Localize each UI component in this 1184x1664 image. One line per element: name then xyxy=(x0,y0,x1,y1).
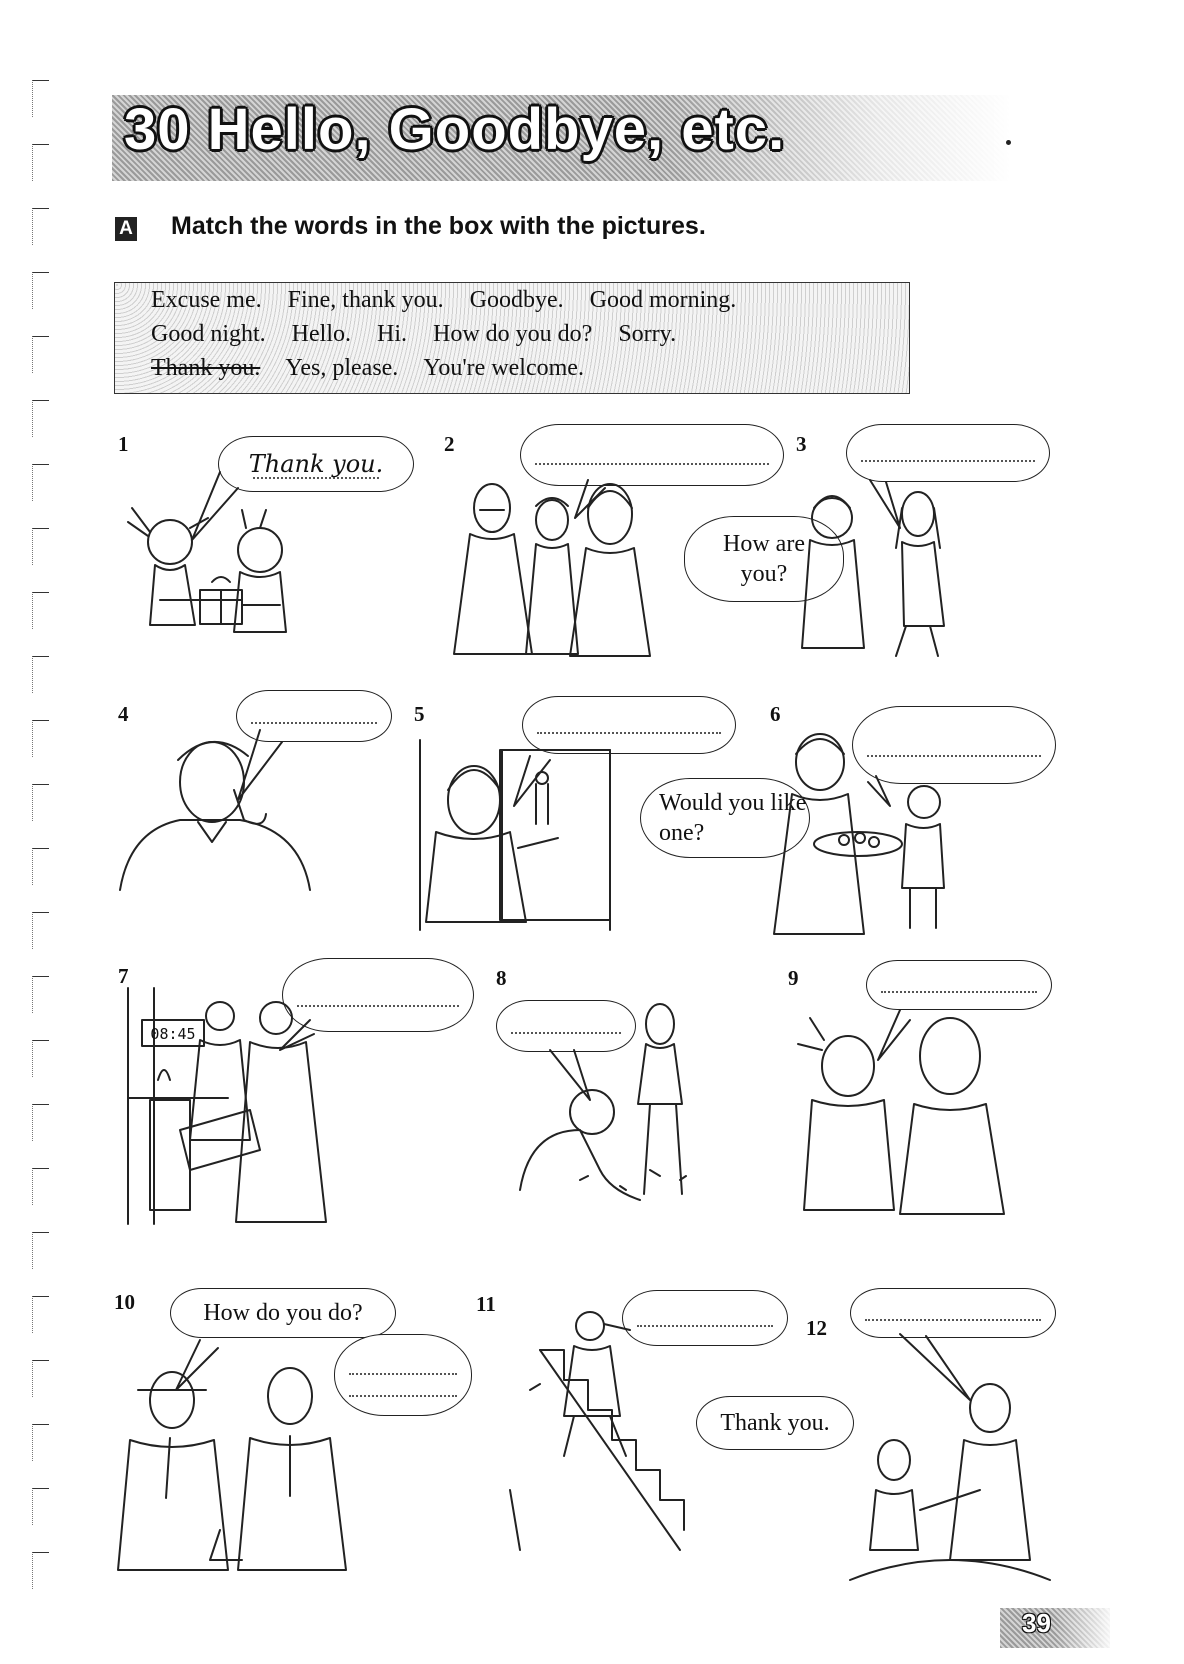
binder-mark xyxy=(32,1232,49,1269)
section-instruction: Match the words in the box with the pictures. xyxy=(171,212,706,240)
picture-number: 8 xyxy=(496,966,507,990)
page-number-band xyxy=(1000,1608,1110,1648)
speech-bubble-empty xyxy=(520,424,784,486)
binder-mark xyxy=(32,976,49,1013)
picture-number: 6 xyxy=(770,702,781,726)
binder-mark xyxy=(32,784,49,821)
section-letter-badge: A xyxy=(115,217,137,241)
illustration-people-meeting xyxy=(440,478,690,658)
binder-mark xyxy=(32,1424,49,1461)
binder-mark xyxy=(32,1360,49,1397)
binder-mark xyxy=(32,656,49,693)
speech-text: How do you do? xyxy=(203,1300,363,1326)
binder-mark xyxy=(32,272,49,309)
word-box-line xyxy=(151,321,696,348)
illustration-couple-greeting xyxy=(790,478,990,658)
word-box-item: Good morning. xyxy=(589,287,737,313)
speech-text: How are you? xyxy=(723,531,805,587)
unit-title: Hello, Goodbye, etc. xyxy=(207,97,786,162)
picture-number: 1 xyxy=(118,432,129,456)
picture-number: 3 xyxy=(796,432,807,456)
unit-number: 30 xyxy=(124,97,191,162)
illustration-girls-gift xyxy=(100,470,330,660)
word-box-item: How do you do? xyxy=(433,321,593,347)
word-box-line xyxy=(151,287,756,314)
word-box-item: Goodbye. xyxy=(469,287,564,313)
word-box-item: Yes, please. xyxy=(285,355,399,381)
illustration-girls-meeting xyxy=(790,1000,1020,1230)
word-box-item: Fine, thank you. xyxy=(287,287,444,313)
picture-number: 7 xyxy=(118,964,129,988)
word-box-item: Hello. xyxy=(291,321,351,347)
picture-number: 2 xyxy=(444,432,455,456)
binder-mark xyxy=(32,1552,49,1589)
clock-display: 08:45 xyxy=(150,1025,196,1043)
binder-mark xyxy=(32,912,49,949)
binder-mark xyxy=(32,80,49,117)
illustration-waitress-serving xyxy=(840,1330,1060,1580)
binder-mark xyxy=(32,528,49,565)
word-box-item: Good night. xyxy=(151,321,266,347)
illustration-post-delivery xyxy=(120,980,350,1230)
binder-mark xyxy=(32,400,49,437)
illustration-businessmen xyxy=(110,1330,360,1580)
page-number: 39 xyxy=(1022,1608,1051,1638)
binder-mark xyxy=(32,1296,49,1333)
word-box-item-crossed: Thank you. xyxy=(151,355,261,381)
word-box-item: Excuse me. xyxy=(151,287,262,313)
speech-bubble-empty xyxy=(846,424,1050,482)
picture-number: 11 xyxy=(476,1292,496,1316)
binder-mark xyxy=(32,592,49,629)
word-box-line xyxy=(151,355,604,382)
binder-mark xyxy=(32,1104,49,1141)
binder-mark xyxy=(32,464,49,501)
word-box-item: Hi. xyxy=(377,321,407,347)
illustration-dropped-items xyxy=(500,1000,740,1200)
illustration-offering-cakes xyxy=(740,730,950,940)
page-title xyxy=(124,96,785,163)
binder-mark xyxy=(32,1168,49,1205)
word-box xyxy=(114,282,910,394)
binder-mark xyxy=(32,336,49,373)
illustration-woman-at-door xyxy=(410,720,630,930)
answer-text: Thank you. xyxy=(248,450,384,478)
binder-margin xyxy=(32,80,72,1620)
speech-text: Thank you. xyxy=(720,1410,830,1436)
picture-number: 4 xyxy=(118,702,129,726)
word-box-item: Sorry. xyxy=(618,321,677,347)
binder-mark xyxy=(32,144,49,181)
word-box-item: You're welcome. xyxy=(423,355,584,381)
picture-number: 10 xyxy=(114,1290,135,1314)
picture-number: 5 xyxy=(414,702,425,726)
binder-mark xyxy=(32,720,49,757)
binder-mark xyxy=(32,1040,49,1077)
binder-mark xyxy=(32,1488,49,1525)
illustration-man-on-phone xyxy=(110,720,340,900)
picture-number: 9 xyxy=(788,966,799,990)
binder-mark xyxy=(32,208,49,245)
speech-bubble-thank-you xyxy=(696,1396,854,1450)
picture-number: 12 xyxy=(806,1316,827,1340)
speech-text: Would you like one? xyxy=(659,790,807,846)
binder-mark xyxy=(32,848,49,885)
decorative-dot xyxy=(1006,140,1011,145)
